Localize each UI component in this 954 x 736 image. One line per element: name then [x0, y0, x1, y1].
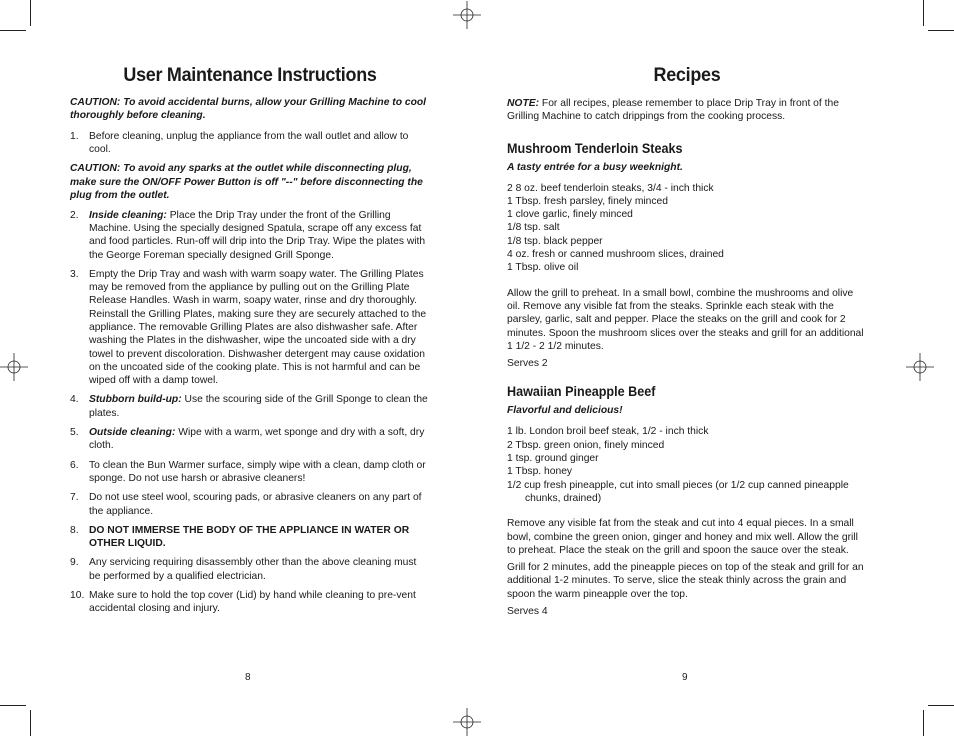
note-text: For all recipes, please remember to place Drip Tray in front of the Grilling Machine to catch drippings from the cooking process. — [507, 98, 839, 123]
ingredient: 1/2 cup fresh pineapple, cut into small pieces (or 1/2 cup canned pineapple chunks, drained) — [507, 479, 849, 504]
note — [507, 97, 867, 124]
ingredient: 2 8 oz. beef tenderloin steaks, 3/4 - inch thick — [507, 182, 714, 194]
caution-sparks: CAUTION: To avoid any sparks at the outlet while disconnecting plug, make sure the ON/OFF Power Button is off "--" before disconnecting the plug from the outlet. — [70, 163, 423, 202]
instruction-item — [70, 393, 430, 420]
item-number: 4. — [70, 394, 79, 406]
item-text: Place the Drip Tray under the front of the Grilling Machine. Using the specially designed Spatula, scrape off any excess fat and food particles. Run-off will drip into the Drip Tray. Wipe the plates with the George Foreman specially designed Grill Sponge. — [89, 209, 426, 261]
instruction-item — [70, 268, 430, 388]
recipe-subtitle: Flavorful and delicious! — [507, 405, 623, 417]
crop-mark — [923, 710, 924, 736]
ingredient: 1/8 tsp. black pepper — [507, 235, 603, 247]
instruction-item — [70, 130, 430, 157]
crop-mark — [0, 705, 26, 706]
ingredient: 4 oz. fresh or canned mushroom slices, drained — [507, 249, 724, 261]
registration-mark-icon — [453, 1, 481, 29]
item-text: Do not use steel wool, scouring pads, or abrasive cleaners on any part of the appliance. — [89, 492, 422, 517]
item-number: 7. — [70, 492, 79, 504]
note-lead: NOTE: — [507, 98, 540, 109]
ingredient: 1 Tbsp. fresh parsley, finely minced — [507, 195, 669, 207]
maintenance-page — [70, 64, 430, 616]
crop-mark — [928, 705, 954, 706]
page-number: 9 — [682, 672, 688, 683]
item-number: 2. — [70, 209, 79, 221]
crop-mark — [928, 30, 954, 31]
recipe-subtitle: A tasty entrée for a busy weeknight. — [507, 161, 683, 173]
crop-mark — [923, 0, 924, 26]
registration-mark-icon — [0, 353, 28, 381]
instruction-item — [70, 459, 430, 486]
ingredient: 2 Tbsp. green onion, finely minced — [507, 439, 665, 451]
item-text: Wipe with a warm, wet sponge and dry with a soft, dry cloth. — [89, 427, 425, 452]
caution-burns: CAUTION: To avoid accidental burns, allow your Grilling Machine to cool thoroughly before cleaning. — [70, 97, 427, 122]
instruction-item — [70, 426, 430, 453]
item-number: 1. — [70, 130, 79, 142]
ingredient: 1 clove garlic, finely minced — [507, 209, 633, 221]
item-number: 6. — [70, 459, 79, 471]
recipe-title: Hawaiian Pineapple Beef — [507, 383, 656, 400]
ingredient: 1/8 tsp. salt — [507, 222, 560, 234]
ingredient: 1 Tbsp. honey — [507, 466, 573, 478]
registration-mark-icon — [453, 708, 481, 736]
crop-mark — [0, 30, 26, 31]
page-title: Recipes — [653, 64, 721, 86]
page-number: 8 — [245, 672, 251, 683]
item-text: Empty the Drip Tray and wash with warm soapy water. The Grilling Plates may be removed from the appliance by pulling out on the Grilling Plate Release Handles. Wash in warm, soapy water, rinse and dry thoroughly. Reinstall the Grilling Plates, making sure they are securely attached to the appliance. The removable Grilling Plates are also dishwasher safe. After washing the Plates in the dishwasher, wipe the uncoated side with a dry towel to prevent discoloration. Dishwasher detergent may cause oxidation on the uncoated side of the cooking plate. This is not harmful and can be wiped off with a damp towel. — [89, 268, 427, 387]
item-number: 9. — [70, 557, 79, 569]
crop-mark — [30, 0, 31, 26]
page-title: User Maintenance Instructions — [123, 64, 377, 86]
ingredient: 1 Tbsp. olive oil — [507, 262, 579, 274]
item-number: 3. — [70, 268, 79, 280]
item-number: 8. — [70, 524, 79, 536]
item-text: Use the scouring side of the Grill Sponge to clean the plates. — [89, 394, 428, 419]
ingredient: 1 lb. London broil beef steak, 1/2 - inch thick — [507, 426, 709, 438]
recipe-directions: Grill for 2 minutes, add the pineapple pieces on top of the steak and grill for an additional 1-2 minutes. To serve, slice the steak thinly across the grain and spoon the warm pineapple over the top. — [507, 562, 864, 600]
item-lead: Outside cleaning: — [89, 427, 176, 439]
instruction-item — [70, 589, 430, 616]
item-text: To clean the Bun Warmer surface, simply wipe with a clean, damp cloth or sponge. Do not use harsh or abrasive cleaners! — [89, 459, 426, 484]
ingredient: 1 tsp. ground ginger — [507, 453, 599, 465]
recipe-serves: Serves 4 — [507, 606, 548, 618]
item-number: 5. — [70, 427, 79, 439]
recipe-directions: Remove any visible fat from the steak and cut into 4 equal pieces. In a small bowl, combine the green onion, ginger and honey and mix well. Allow the grill to preheat. Place the steak on the grill and spoon the sauce over the steak. — [507, 518, 858, 556]
recipe-title: Mushroom Tenderloin Steaks — [507, 139, 683, 156]
ingredient-list — [507, 425, 867, 505]
item-text: Before cleaning, unplug the appliance from the wall outlet and allow to cool. — [89, 130, 409, 156]
instruction-item — [70, 556, 430, 583]
crop-mark — [30, 710, 31, 736]
recipe-serves: Serves 2 — [507, 358, 548, 370]
item-text: Any servicing requiring disassembly other than the above cleaning must be performed by a qualified electrician. — [89, 557, 417, 582]
recipe-directions: Allow the grill to preheat. In a small bowl, combine the mushrooms and olive oil. Remove any visible fat from the steaks. Sprinkle each steak with the parsley, garlic, salt and pepper. Place the steaks on the grill and cook for 2 minutes. Spoon the mushroom slices over the steaks and grill for an additional 1 1/2 - 2 1/2 minutes. — [507, 287, 864, 352]
recipes-page — [507, 64, 867, 618]
item-number: 10. — [70, 590, 85, 602]
ingredient-list — [507, 182, 867, 275]
registration-mark-icon — [906, 353, 934, 381]
instruction-item — [70, 209, 430, 262]
item-text: DO NOT IMMERSE THE BODY OF THE APPLIANCE IN WATER OR OTHER LIQUID. — [89, 524, 410, 550]
item-text: Make sure to hold the top cover (Lid) by hand while cleaning to pre-vent accidental closing and injury. — [89, 590, 416, 615]
instruction-item — [70, 491, 430, 518]
instruction-item — [70, 524, 430, 551]
item-lead: Inside cleaning: — [89, 209, 167, 221]
item-lead: Stubborn build-up: — [89, 394, 182, 406]
